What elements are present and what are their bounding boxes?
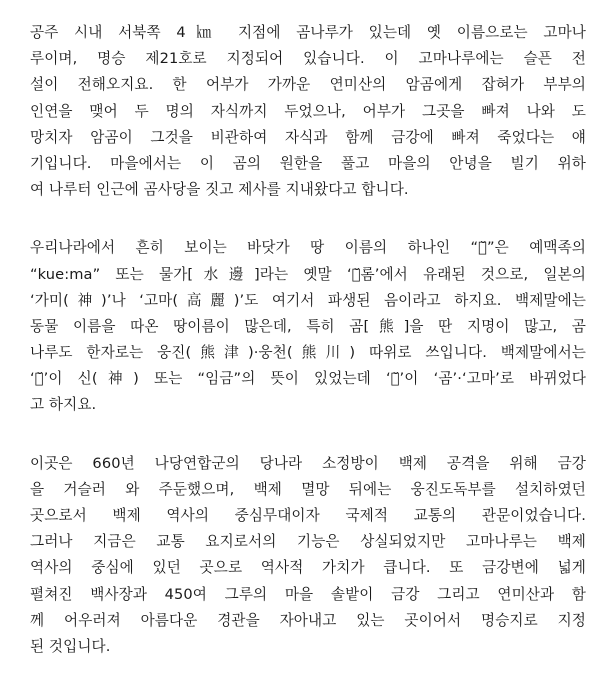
paragraph-gap <box>30 203 586 235</box>
text-line: 우리나라에서 흔히 보이는 바닷가 땅 이름의 하나인 “ㄱ̆”은 예맥족의 <box>30 239 586 257</box>
text-line: 이곳은 660년 나당연합군의 당나라 소정방이 백제 공격을 위해 금강 <box>30 454 586 472</box>
text-line: ‘가미(神)’나 ‘고마(高麗)’도 여기서 파생된 음이라고 하지요. 백제말에는 <box>30 291 586 309</box>
paragraph-legend <box>30 20 586 203</box>
text-line: 기입니다. 마을에서는 이 곰의 원한을 풀고 마을의 안녕을 빌기 위하 <box>30 154 586 172</box>
text-line: 인연을 맺어 두 명의 자식까지 두었으나, 어부가 그곳을 빠져 나와 도 <box>30 102 586 120</box>
text-line: 고 하지요. <box>30 396 97 414</box>
text-line: ‘ㄱ̆’이 신(神) 또는 “임금”의 뜻이 있었는데 ‘ㄱ̆’이 ‘곰’·‘고마’로 바뀌었다 <box>30 370 586 388</box>
text-line: 펼쳐진 백사장과 450여 그루의 마을 솔밭이 금강 그리고 연미산과 함 <box>30 585 586 603</box>
text-line: 여 나루터 인근에 곰사당을 짓고 제사를 지내왔다고 합니다. <box>30 181 409 199</box>
paragraph-etymology <box>30 235 586 418</box>
paragraph-gap <box>30 419 586 451</box>
text-line: 나루도 한자로는 웅진(熊津)·웅천(熊川) 따위로 쓰입니다. 백제말에서는 <box>30 344 586 362</box>
text-line: “kue:ma” 또는 물가[水邊]라는 옛말 ‘ㄱ̆롬’에서 유래된 것으로, 일본의 <box>30 265 586 283</box>
text-line: 공주 시내 서북쪽 4㎞ 지점에 곰나루가 있는데 옛 이름으로는 고마나 <box>30 24 586 41</box>
text-line: 그러나 지금은 교통 요지로서의 기능은 상실되었지만 고마나루는 백제 <box>30 533 586 551</box>
text-line: 루이며, 명승 제21호로 지정되어 있습니다. 이 고마나루에는 슬픈 전 <box>30 50 586 68</box>
text-line: 곳으로서 백제 역사의 중심무대이자 국제적 교통의 관문이었습니다. <box>30 507 586 524</box>
text-line: 된 것입니다. <box>30 637 111 655</box>
text-line: 께 어우러져 아름다운 경관을 자아내고 있는 곳이어서 명승지로 지정 <box>30 611 586 629</box>
paragraph-history <box>30 451 586 661</box>
text-line: 망치자 암곰이 그것을 비관하여 자식과 함께 금강에 빠져 죽었다는 얘 <box>30 128 586 146</box>
text-line: 역사의 중심에 있던 곳으로 역사적 가치가 큽니다. 또 금강변에 넓게 <box>30 559 586 577</box>
text-line: 을 거슬러 와 주둔했으며, 백제 멸망 뒤에는 웅진도독부를 설치하였던 <box>30 480 586 498</box>
text-line: 설이 전해오지요. 한 어부가 가까운 연미산의 암곰에게 잡혀가 부부의 <box>30 76 586 94</box>
text-line: 동물 이름을 따온 땅이름이 많은데, 특히 곰[熊]을 딴 지명이 많고, 곰 <box>30 317 586 335</box>
